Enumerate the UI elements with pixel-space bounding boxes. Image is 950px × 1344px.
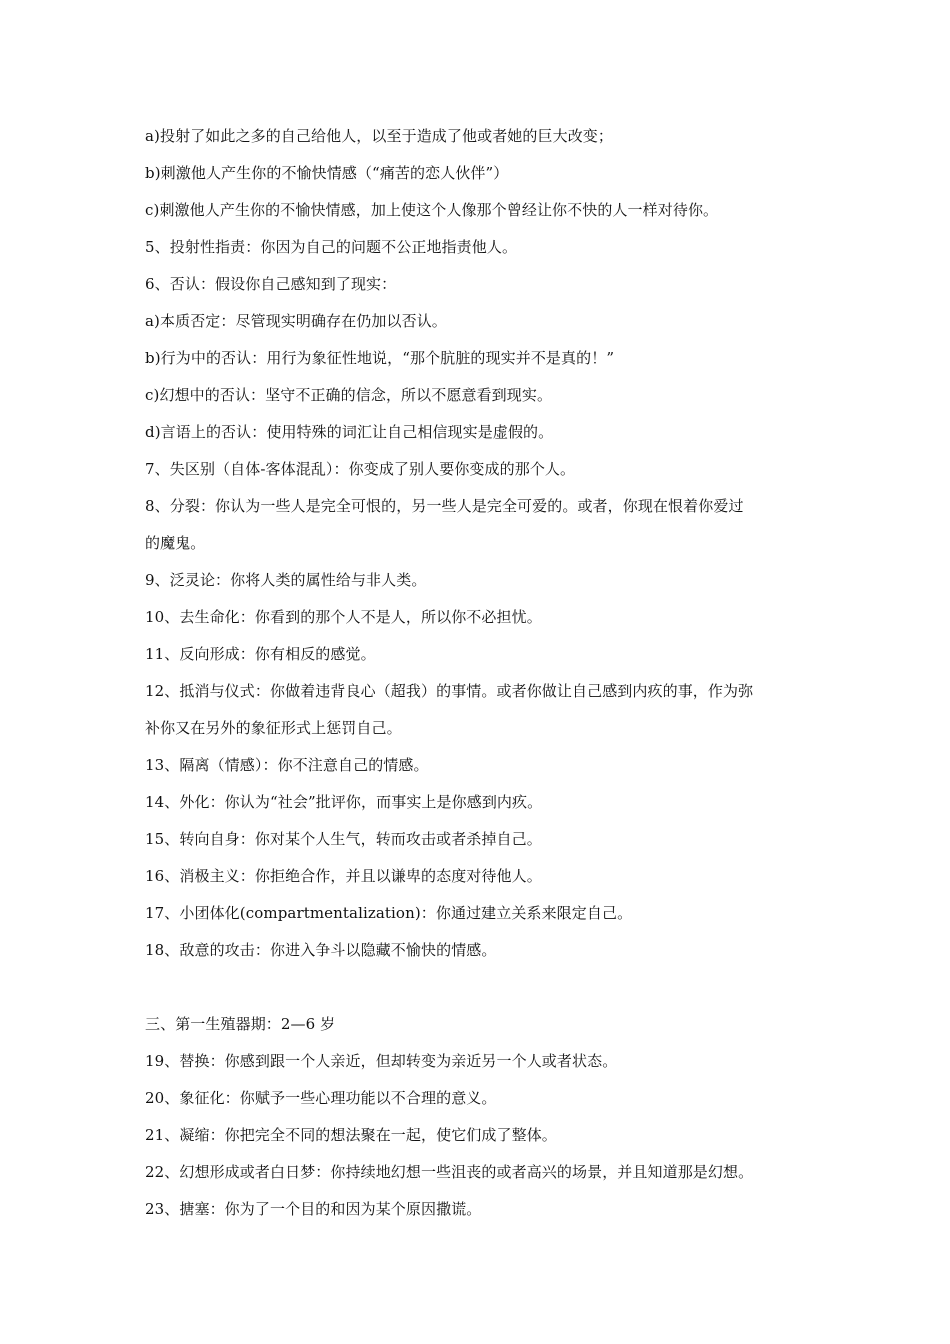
text-line: 23、搪塞：你为了一个目的和因为某个原因撒谎。 bbox=[145, 1200, 482, 1218]
text-line: b)刺激他人产生你的不愉快情感（“痛苦的恋人伙伴”） bbox=[145, 164, 509, 182]
document-body bbox=[145, 118, 813, 1228]
text-line: 6、否认：假设你自己感知到了现实： bbox=[145, 275, 397, 293]
text-line: 5、投射性指责：你因为自己的问题不公正地指责他人。 bbox=[145, 238, 518, 256]
text-line: 的魔鬼。 bbox=[145, 534, 206, 552]
text-line: 21、凝缩：你把完全不同的想法聚在一起，使它们成了整体。 bbox=[145, 1126, 557, 1144]
text-line: a)投射了如此之多的自己给他人，以至于造成了他或者她的巨大改变； bbox=[145, 127, 613, 145]
text-line: 8、分裂：你认为一些人是完全可恨的，另一些人是完全可爱的。或者，你现在恨着你爱过 bbox=[145, 497, 744, 515]
text-line: 12、抵消与仪式：你做着违背良心（超我）的事情。或者你做让自己感到内疚的事，作为弥 bbox=[145, 682, 754, 700]
text-line: 13、隔离（情感）：你不注意自己的情感。 bbox=[145, 756, 429, 774]
text-line: 14、外化：你认为“社会”批评你，而事实上是你感到内疚。 bbox=[145, 793, 543, 811]
section-heading: 三、第一生殖器期：2—6 岁 bbox=[145, 1015, 336, 1033]
text-line: d)言语上的否认：使用特殊的词汇让自己相信现实是虚假的。 bbox=[145, 423, 554, 441]
text-line: c)刺激他人产生你的不愉快情感，加上使这个人像那个曾经让你不快的人一样对待你。 bbox=[145, 201, 719, 219]
text-line: 15、转向自身：你对某个人生气，转而攻击或者杀掉自己。 bbox=[145, 830, 542, 848]
text-line: 16、消极主义：你拒绝合作，并且以谦卑的态度对待他人。 bbox=[145, 867, 542, 885]
text-line: 7、失区别（自体-客体混乱）：你变成了别人要你变成的那个人。 bbox=[145, 460, 576, 478]
text-line: 18、敌意的攻击：你进入争斗以隐藏不愉快的情感。 bbox=[145, 941, 497, 959]
text-line: 19、替换：你感到跟一个人亲近，但却转变为亲近另一个人或者状态。 bbox=[145, 1052, 618, 1070]
text-line: 22、幻想形成或者白日梦：你持续地幻想一些沮丧的或者高兴的场景，并且知道那是幻想。 bbox=[145, 1163, 754, 1181]
text-line: b)行为中的否认：用行为象征性地说，“那个肮脏的现实并不是真的！” bbox=[145, 349, 615, 367]
text-line: 9、泛灵论：你将人类的属性给与非人类。 bbox=[145, 571, 427, 589]
text-line: 10、去生命化：你看到的那个人不是人，所以你不必担忧。 bbox=[145, 608, 542, 626]
text-line: 11、反向形成：你有相反的感觉。 bbox=[145, 645, 376, 663]
text-line: 17、小团体化(compartmentalization)：你通过建立关系来限定自己。 bbox=[145, 904, 633, 922]
section-gap bbox=[145, 969, 813, 1006]
text-line: a)本质否定：尽管现实明确存在仍加以否认。 bbox=[145, 312, 447, 330]
text-line: c)幻想中的否认：坚守不正确的信念，所以不愿意看到现实。 bbox=[145, 386, 553, 404]
text-line: 补你又在另外的象征形式上惩罚自己。 bbox=[145, 719, 402, 737]
text-line: 20、象征化：你赋予一些心理功能以不合理的意义。 bbox=[145, 1089, 497, 1107]
